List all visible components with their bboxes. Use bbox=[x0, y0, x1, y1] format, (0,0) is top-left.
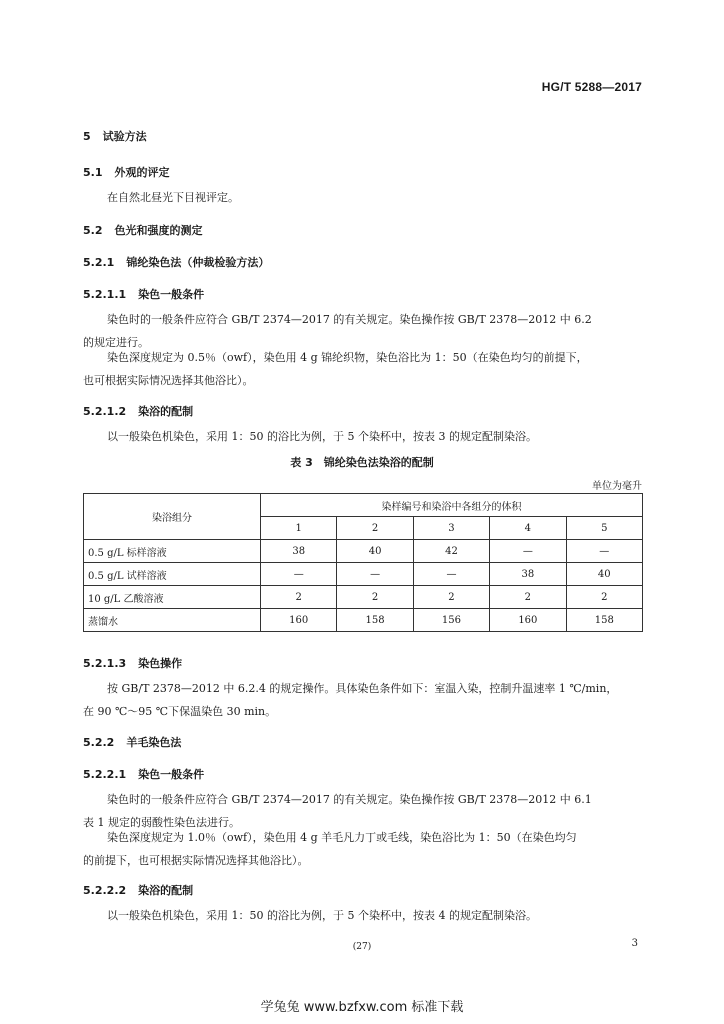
heading-number: 5.2.1.1 bbox=[83, 288, 127, 301]
column-header: 3 bbox=[413, 517, 489, 540]
heading-number: 5.2.1.2 bbox=[83, 405, 127, 418]
table-cell: 2 bbox=[337, 586, 413, 609]
table-cell: — bbox=[413, 563, 489, 586]
table-row bbox=[84, 586, 643, 609]
table-row bbox=[84, 563, 643, 586]
row-label: 0.5 g/L 标样溶液 bbox=[84, 540, 261, 563]
paragraph-5-2-1-2: 以一般染色机染色，采用 1：50 的浴比为例，于 5 个染杯中，按表 3 的规定配制染浴。 bbox=[107, 430, 537, 443]
heading-title: 外观的评定 bbox=[114, 166, 170, 179]
heading-title: 试验方法 bbox=[102, 130, 147, 143]
heading-title: 染色操作 bbox=[138, 657, 183, 670]
paragraph-5-2-1-1-a: 染色时的一般条件应符合 GB/T 2374—2017 的有关规定。染色操作按 GB/T 2378—2012 中 6.2 的规定进行。 bbox=[83, 313, 592, 349]
heading-5-1 bbox=[83, 164, 170, 180]
heading-title: 染浴的配制 bbox=[138, 405, 194, 418]
heading-title: 锦纶染色法（仲裁检验方法） bbox=[126, 256, 270, 269]
heading-title: 染色一般条件 bbox=[138, 768, 205, 781]
heading-5-2-2-1 bbox=[83, 766, 204, 782]
heading-number: 5.2.2.1 bbox=[83, 768, 127, 781]
heading-5-2-1-2 bbox=[83, 403, 193, 419]
table-cell: 38 bbox=[490, 563, 566, 586]
heading-number: 5.2.2.2 bbox=[83, 884, 127, 897]
heading-5-2 bbox=[83, 222, 203, 238]
group-header: 染样编号和染浴中各组分的体积 bbox=[261, 494, 643, 517]
table-cell: 38 bbox=[261, 540, 337, 563]
column-header: 5 bbox=[566, 517, 642, 540]
table-cell: 2 bbox=[413, 586, 489, 609]
heading-number: 5.2 bbox=[83, 224, 103, 237]
heading-title: 色光和强度的测定 bbox=[114, 224, 203, 237]
table-cell: 40 bbox=[566, 563, 642, 586]
paragraph-5-2-2-1-a: 染色时的一般条件应符合 GB/T 2374—2017 的有关规定。染色操作按 GB/T 2378—2012 中 6.1 表 1 规定的弱酸性染色法进行。 bbox=[83, 793, 592, 829]
heading-number: 5 bbox=[83, 130, 91, 143]
standard-code: HG/T 5288—2017 bbox=[541, 80, 642, 94]
table-cell: — bbox=[261, 563, 337, 586]
paragraph-5-2-1-3: 按 GB/T 2378—2012 中 6.2.4 的规定操作。具体染色条件如下：室温入染，控制升温速率 1 ℃/min， 在 90 ℃～95 ℃下保温染色 30 min。 bbox=[83, 682, 618, 718]
row-label: 10 g/L 乙酸溶液 bbox=[84, 586, 261, 609]
dye-bath-table bbox=[83, 493, 643, 632]
table-unit: 单位为毫升 bbox=[592, 481, 642, 492]
column-header: 1 bbox=[261, 517, 337, 540]
table-cell: 158 bbox=[566, 609, 642, 632]
table-cell: 160 bbox=[490, 609, 566, 632]
paragraph-5-2-2-2: 以一般染色机染色，采用 1：50 的浴比为例，于 5 个染杯中，按表 4 的规定配制染浴。 bbox=[107, 909, 537, 922]
paragraph-5-2-1-1-b: 染色深度规定为 0.5％（owf），染色用 4 g 锦纶织物，染色浴比为 1：50（在染色均匀的前提下， 也可根据实际情况选择其他浴比）。 bbox=[83, 351, 588, 387]
heading-number: 5.2.2 bbox=[83, 736, 115, 749]
component-header: 染浴组分 bbox=[84, 494, 261, 540]
table-cell: 2 bbox=[261, 586, 337, 609]
heading-5-2-1-1 bbox=[83, 286, 204, 302]
column-header: 4 bbox=[490, 517, 566, 540]
table-cell: — bbox=[566, 540, 642, 563]
table-header-row bbox=[84, 494, 643, 517]
table-cell: — bbox=[337, 563, 413, 586]
heading-5-2-2-2 bbox=[83, 882, 193, 898]
paragraph-5-1: 在自然北昼光下目视评定。 bbox=[107, 191, 239, 204]
column-header: 2 bbox=[337, 517, 413, 540]
table-row bbox=[84, 609, 643, 632]
heading-title: 染色一般条件 bbox=[138, 288, 205, 301]
heading-5-2-1 bbox=[83, 254, 269, 270]
heading-number: 5.2.1.3 bbox=[83, 657, 127, 670]
heading-title: 羊毛染色法 bbox=[126, 736, 182, 749]
table-cell: 40 bbox=[337, 540, 413, 563]
row-label: 0.5 g/L 试样溶液 bbox=[84, 563, 261, 586]
page-number-original: (27) bbox=[352, 942, 372, 952]
table-cell: 158 bbox=[337, 609, 413, 632]
table-cell: 2 bbox=[490, 586, 566, 609]
table-cell: 160 bbox=[261, 609, 337, 632]
table-row bbox=[84, 540, 643, 563]
paragraph-5-2-2-1-b: 染色深度规定为 1.0％（owf），染色用 4 g 羊毛凡力丁或毛线，染色浴比为 1：50（在染色均匀 的前提下，也可根据实际情况选择其他浴比）。 bbox=[83, 831, 577, 867]
heading-5-2-2 bbox=[83, 734, 181, 750]
watermark-footer: 学兔兔 www.bzfxw.com 标准下载 bbox=[260, 1000, 464, 1015]
table-cell: 2 bbox=[566, 586, 642, 609]
table-title: 表 3 锦纶染色法染浴的配制 bbox=[290, 456, 434, 469]
heading-title: 染浴的配制 bbox=[138, 884, 194, 897]
heading-number: 5.1 bbox=[83, 166, 103, 179]
heading-5 bbox=[83, 128, 147, 144]
table-cell: — bbox=[490, 540, 566, 563]
row-label: 蒸馏水 bbox=[84, 609, 261, 632]
page-number: 3 bbox=[631, 938, 638, 949]
table-cell: 156 bbox=[413, 609, 489, 632]
heading-number: 5.2.1 bbox=[83, 256, 115, 269]
heading-5-2-1-3 bbox=[83, 655, 182, 671]
table-cell: 42 bbox=[413, 540, 489, 563]
